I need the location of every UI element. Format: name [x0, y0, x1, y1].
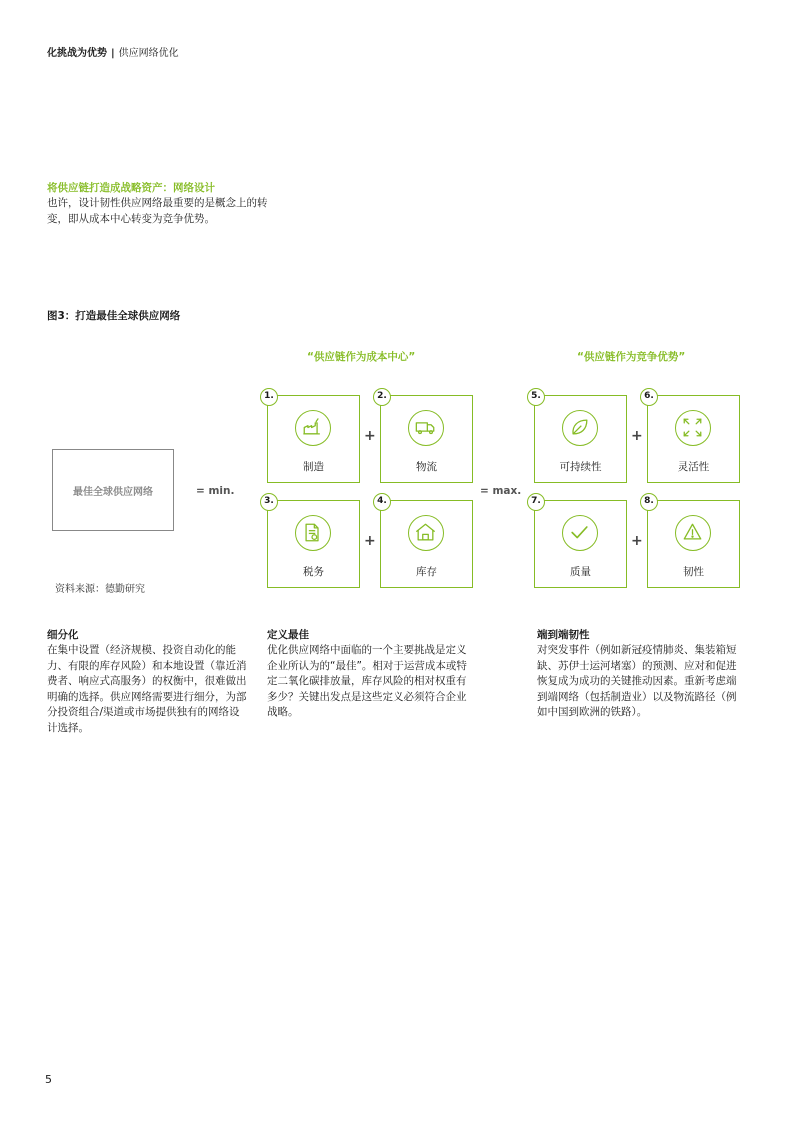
header-section: 化挑战为优势 — [47, 48, 107, 59]
factor-number: 4. — [373, 493, 391, 511]
factor-box-tax — [264, 496, 360, 588]
factor-label: 物流 — [416, 461, 437, 473]
factor-number: 1. — [260, 388, 278, 406]
factor-label: 可持续性 — [559, 461, 602, 473]
warehouse-icon — [408, 515, 444, 551]
figure-source: 资料来源：德勤研究 — [55, 584, 145, 595]
running-header — [47, 44, 179, 59]
checkmark-icon — [562, 515, 598, 551]
factor-label: 制造 — [303, 461, 324, 473]
column-title-define-best: 定义最佳 — [267, 629, 309, 641]
page-number: 5 — [45, 1073, 52, 1086]
figure-title: 图3：打造最佳全球供应网络 — [47, 310, 181, 322]
competitive-advantage-quote: “供应链作为竞争优势” — [577, 351, 686, 363]
best-network-label: 最佳全球供应网络 — [73, 486, 153, 498]
factor-label: 库存 — [416, 566, 437, 578]
equals-max-label: = max. — [480, 485, 522, 497]
factor-box-resilience — [644, 496, 740, 588]
factor-label: 韧性 — [683, 566, 704, 578]
plus-sign: + — [364, 428, 376, 444]
factor-number: 6. — [640, 388, 658, 406]
expand-arrows-icon — [675, 410, 711, 446]
factor-box-manufacturing — [264, 391, 360, 483]
section-title: 将供应链打造成战略资产：网络设计 — [47, 182, 215, 194]
column-body-segmentation: 在集中设置（经济规模、投资自动化的能力、有限的库存风险）和本地设置（靠近消费者、响应式高服务）的权衡中，很难做出明确的选择。供应网络需要进行细分，为部分投资组合/渠道或市场提供独有的网络设计选择。 — [47, 644, 247, 734]
best-network-box — [52, 449, 174, 531]
factor-box-logistics — [377, 391, 473, 483]
factor-number: 5. — [527, 388, 545, 406]
warning-triangle-icon — [675, 515, 711, 551]
factor-label: 税务 — [303, 566, 324, 578]
factor-number: 2. — [373, 388, 391, 406]
section-intro: 也许，设计韧性供应网络最重要的是概念上的转变，即从成本中心转变为竞争优势。 — [47, 197, 268, 225]
factor-number: 3. — [260, 493, 278, 511]
factor-number: 7. — [527, 493, 545, 511]
factor-box-inventory — [377, 496, 473, 588]
header-subsection: 供应网络优化 — [118, 48, 179, 59]
cost-center-quote: “供应链作为成本中心” — [307, 351, 416, 363]
column-body-define-best: 优化供应网络中面临的一个主要挑战是定义企业所认为的“最佳”。相对于运营成本或特定二氧化碳排放量，库存风险的相对权重有多少？关键出发点是这些定义必须符合企业战略。 — [267, 644, 467, 718]
column-title-resilience: 端到端韧性 — [537, 629, 590, 641]
factor-label: 灵活性 — [677, 461, 710, 473]
plus-sign: + — [631, 428, 643, 444]
factory-icon — [295, 410, 331, 446]
column-title-segmentation: 细分化 — [47, 629, 79, 641]
header-separator: | — [111, 48, 115, 59]
factor-box-flexibility — [644, 391, 740, 483]
factor-label: 质量 — [570, 566, 591, 578]
truck-icon — [408, 410, 444, 446]
plus-sign: + — [631, 533, 643, 549]
equals-min-label: = min. — [196, 485, 235, 497]
factor-box-sustainability — [531, 391, 627, 483]
factor-number: 8. — [640, 493, 658, 511]
plus-sign: + — [364, 533, 376, 549]
leaf-icon — [562, 410, 598, 446]
tax-document-icon — [295, 515, 331, 551]
factor-box-quality — [531, 496, 627, 588]
column-body-resilience: 对突发事件（例如新冠疫情肺炎、集装箱短缺、苏伊士运河堵塞）的预测、应对和促进恢复成为成功的关键推动因素。重新考虑端到端网络（包括制造业）以及物流路径（例如中国到欧洲的铁路）。 — [537, 644, 737, 718]
